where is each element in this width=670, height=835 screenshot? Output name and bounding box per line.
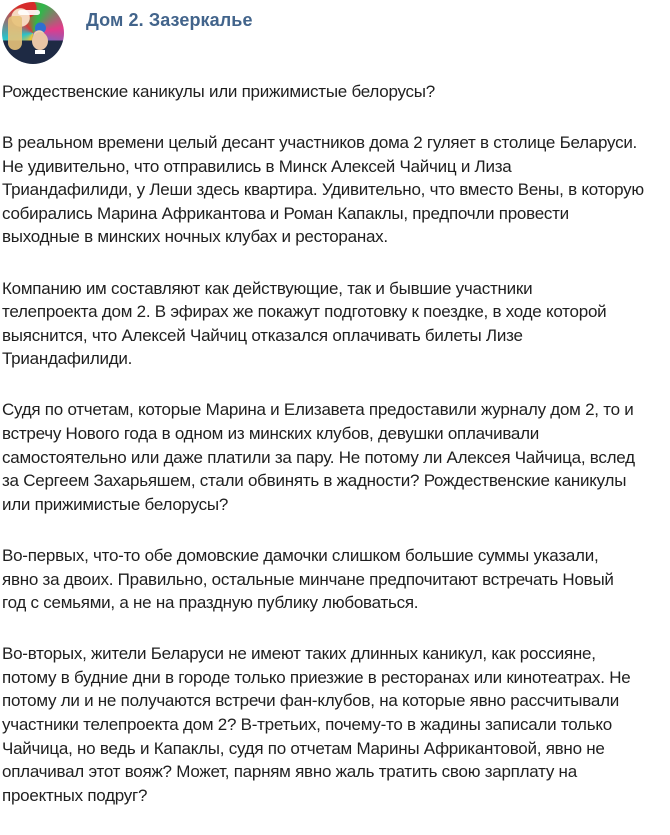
text-line: Во-первых, что-то обе домовские дамочки слишком большие суммы указали, (2, 545, 599, 565)
text-line: явно за двоих. Правильно, остальные минчане предпочитают встречать Новый (2, 569, 614, 589)
text-line: проектных подруг? (2, 785, 148, 805)
text-line: Не удивительно, что отправились в Минск Алексей Чайчиц и Лиза (2, 156, 512, 176)
text-line: Триандафилиди, у Леши здесь квартира. Удивительно, что вместо Вены, в которую (2, 180, 644, 200)
text-line: В реальном времени целый десант участников дома 2 гуляет в столице Беларуси. (2, 133, 638, 153)
text-line: участники телепроекта дом 2? В-третьих, почему-то в жадины записали только (2, 714, 612, 734)
paragraph-2 (2, 131, 670, 249)
paragraph-5 (2, 544, 670, 615)
paragraph-3 (2, 277, 670, 371)
text-line: собирались Марина Африкантова и Роман Капаклы, предпочли провести (2, 203, 569, 223)
text-line: или прижимистые белорусы? (2, 494, 229, 514)
text-line: Во-вторых, жители Беларуси не имеют таких длинных каникул, как россияне, (2, 644, 596, 664)
text-line: Рождественские каникулы или прижимистые белорусы? (2, 82, 435, 101)
text-line: встречу Нового года в одном из минских клубов, девушки оплачивали (2, 424, 540, 444)
text-line: Чайчица, но ведь и Капаклы, судя по отчетам Марины Африкантовой, явно не (2, 738, 605, 758)
avatar-face-shape (32, 32, 48, 50)
text-line: год с семьями, а не на праздную публику любоваться. (2, 593, 419, 613)
text-line: самостоятельно или даже платили за пару. Не потому ли Алексея Чайчица, вслед (2, 447, 635, 467)
text-line: Компанию им составляют как действующие, так и бывшие участники (2, 278, 533, 298)
text-line: выяснится, что Алексей Чайчиц отказался оплачивать билеты Лизе (2, 325, 523, 345)
paragraph-6 (2, 642, 670, 807)
text-line: выходные в минских ночных клубах и ресторанах. (2, 227, 388, 247)
channel-name-link[interactable]: Дом 2. Зазеркалье (86, 10, 253, 30)
text-line: Судя по отчетам, которые Марина и Елизавета предоставили журналу дом 2, то и (2, 400, 634, 420)
post-header (0, 0, 670, 70)
text-line: потому в будние дни в городе только приезжие в ресторанах или кинотеатрах. Не (2, 667, 631, 687)
community-avatar[interactable] (2, 2, 64, 64)
paragraph-4 (2, 398, 670, 516)
text-line: телепроекта дом 2. В эфирах же покажут подготовку к поездке, в ходе которой (2, 302, 607, 322)
post-text (2, 80, 670, 835)
paragraph-1 (2, 80, 670, 104)
text-line: Триандафилиди. (2, 349, 133, 369)
santa-hat-icon (18, 10, 40, 15)
text-line: оплачивал этот вояж? Может, парням явно жаль тратить свою зарплату на (2, 762, 577, 782)
avatar-bow-shape (35, 50, 45, 54)
avatar-hair-shape (8, 16, 22, 50)
text-line: за Сергеем Захарьяшем, стали обвинять в жадности? Рождественские каникулы (2, 471, 627, 491)
text-line: потому ли и не получаются встречи фан-клубов, на которые явно рассчитывали (2, 691, 619, 711)
